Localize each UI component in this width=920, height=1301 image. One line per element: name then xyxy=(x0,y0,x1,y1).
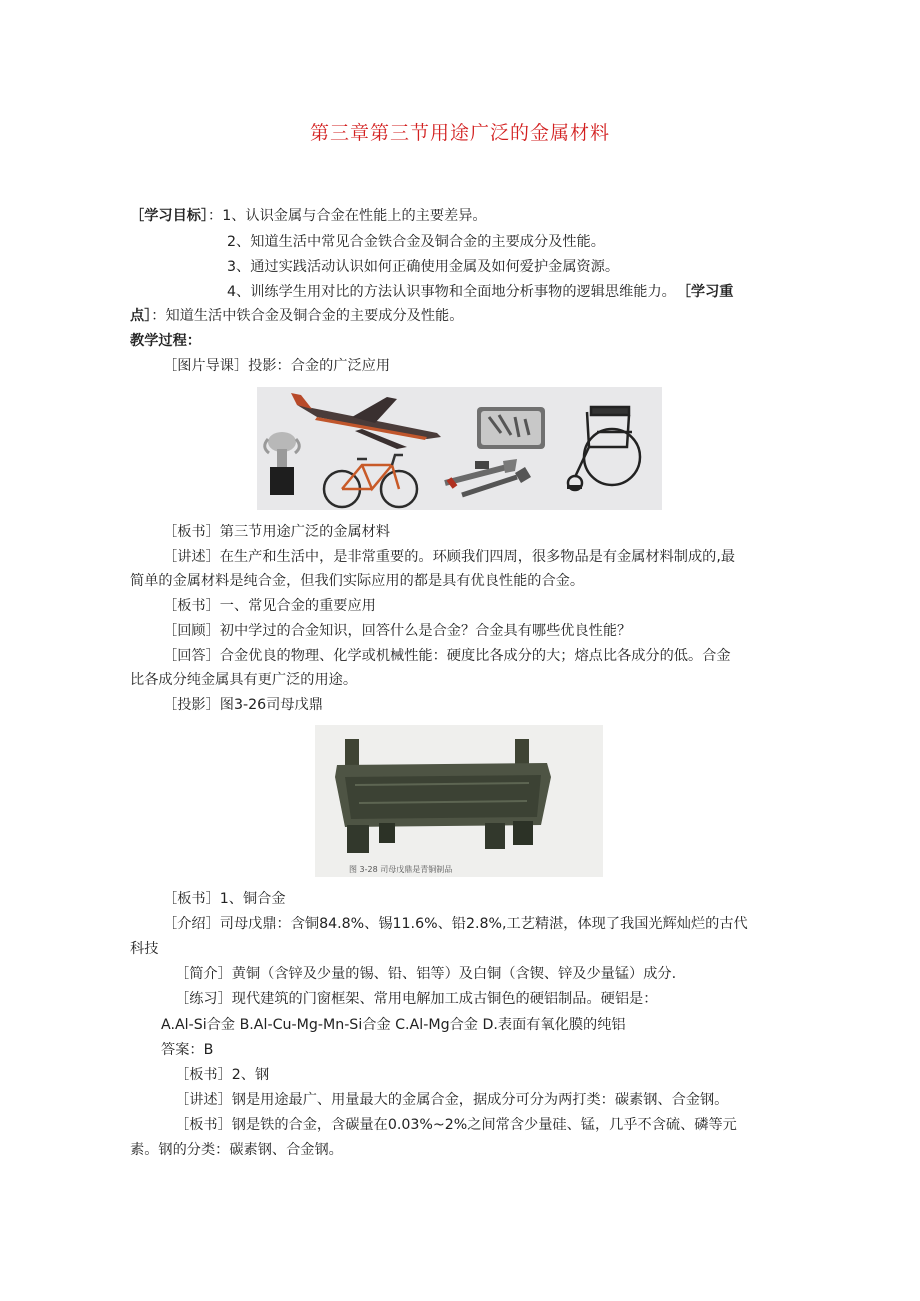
objectives-line-1 xyxy=(130,206,487,226)
line-picture-intro: ［图片导课］投影：合金的广泛应用 xyxy=(163,358,391,374)
keypoint-text: ：知道生活中铁合金及铜合金的主要成分及性能。 xyxy=(151,308,464,324)
objectives-label: ［学习目标］ xyxy=(130,208,209,224)
line-answer-b: 比各成分纯金属具有更广泛的用途。 xyxy=(130,672,358,688)
objective-3: 3、通过实践活动认识如何正确使用金属及如何爱护金属资源。 xyxy=(227,259,620,275)
line-board-steel-def-b: 素。钢的分类：碳素钢、合金钢。 xyxy=(130,1142,343,1158)
line-board-section-1: ［板书］一、常见合金的重要应用 xyxy=(163,598,376,614)
objective-1: ：1、认识金属与合金在性能上的主要差异。 xyxy=(208,208,487,224)
line-board-title: ［板书］第三节用途广泛的金属材料 xyxy=(163,524,391,540)
page-title: 第三章第三节用途广泛的金属材料 xyxy=(309,122,610,144)
line-narration-steel: ［讲述］钢是用途最广、用量最大的金属合金，据成分可分为两打类：碳素钢、合金钢。 xyxy=(175,1092,729,1108)
line-review: ［回顾］初中学过的合金知识，回答什么是合金？合金具有哪些优良性能？ xyxy=(163,623,632,639)
line-board-copper: ［板书］1、铜合金 xyxy=(163,891,286,907)
line-intro-b: 科技 xyxy=(130,941,159,957)
line-board-steel-def-a: ［板书］钢是铁的合金，含碳量在0.03%~2%之间常含少量硅、锰，几乎不含硫、磷等元 xyxy=(175,1117,737,1133)
line-narration-1b: 简单的金属材料是纯合金，但我们实际应用的都是具有优良性能的合金。 xyxy=(130,573,585,589)
keypoint-label-b: 点］ xyxy=(130,308,152,324)
line-options: A.Al-Si合金 B.Al-Cu-Mg-Mn-Si合金 C.Al-Mg合金 D.表面有氧化膜的纯铝 xyxy=(161,1017,626,1033)
process-label: 教学过程： xyxy=(130,333,201,349)
line-narration-1a: ［讲述］在生产和生活中，是非常重要的。环顾我们四周，很多物品是有金属材料制成的,最 xyxy=(163,549,736,565)
line-answer-a: ［回答］合金优良的物理、化学或机械性能：硬度比各成分的大；熔点比各成分的低。合金 xyxy=(163,648,731,664)
line-answer-key: 答案：B xyxy=(161,1042,214,1058)
figure-2-caption: 图 3-28 司母戊鼎是青铜制品 xyxy=(349,865,453,874)
line-board-steel: ［板书］2、钢 xyxy=(175,1067,270,1083)
objective-2: 2、知道生活中常见合金铁合金及铜合金的主要成分及性能。 xyxy=(227,234,605,250)
keypoint-line xyxy=(130,306,463,326)
line-exercise: ［练习］现代建筑的门窗框架、常用电解加工成古铜色的硬铝制品。硬铝是： xyxy=(175,991,658,1007)
tool-tray-icon xyxy=(477,407,545,449)
line-intro-a: ［介绍］司母戊鼎：含铜84.8%、锡11.6%、铅2.8%,工艺精湛，体现了我国光辉灿烂的古代 xyxy=(163,916,748,932)
line-brief: ［简介］黄铜（含锌及少量的锡、铅、铝等）及白铜（含锲、锌及少量锰）成分. xyxy=(175,966,677,982)
objective-4: 4、训练学生用对比的方法认识事物和全面地分析事物的逻辑思维能力。 xyxy=(227,284,676,300)
simuwu-ding-image xyxy=(315,725,603,877)
alloy-applications-image xyxy=(257,387,662,510)
line-projection: ［投影］图3-26司母戊鼎 xyxy=(163,697,323,713)
keypoint-label-a: ［学习重 xyxy=(683,284,734,300)
objective-4-line xyxy=(227,282,734,302)
